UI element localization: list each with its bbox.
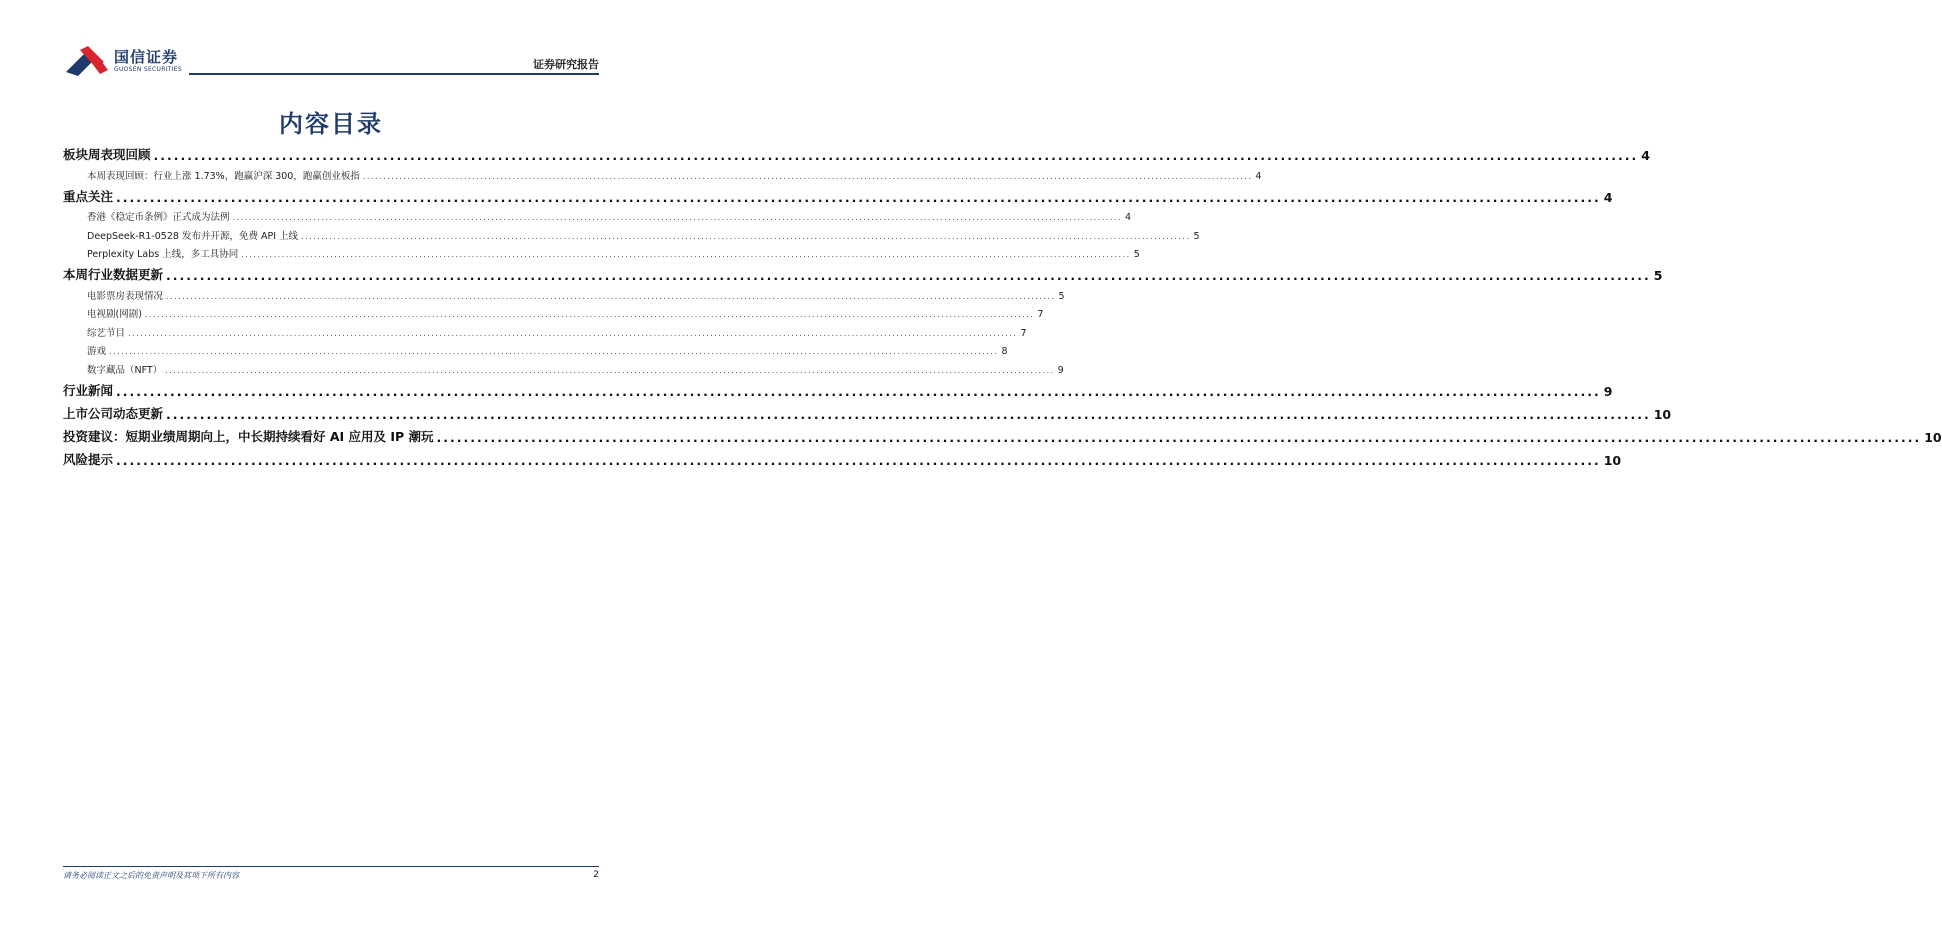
toc-leader-dots: ............................................................................................................................................................................................................................	[128, 328, 1018, 338]
toc-entry-page: 4	[1124, 212, 1132, 223]
toc-entry-label: 本周行业数据更新	[63, 267, 164, 282]
toc-leader-dots: ............................................................................................................................................................................................................................	[144, 310, 1035, 319]
toc-leader-dots: ............................................................................................................................................................................................................................	[116, 189, 1601, 205]
toc-entry-label: Perplexity Labs 上线，多工具协同	[87, 249, 239, 260]
logo-en-text: GUOSEN SECURITIES	[114, 65, 183, 73]
toc-entry-page: 10	[1603, 452, 1622, 468]
toc-leader-dots: ............................................................................................................................................................................................................................	[436, 429, 1922, 445]
toc-entry-label: 综艺节目	[87, 327, 126, 339]
table-of-contents	[63, 140, 1942, 468]
toc-leader-dots: ............................................................................................................................................................................................................................	[232, 213, 1122, 222]
toc-entry-page: 5	[1193, 230, 1200, 242]
toc-entry-label: 游戏	[87, 346, 107, 357]
toc-entry-section[interactable]	[63, 182, 1613, 205]
toc-entry-page: 10	[1924, 429, 1942, 445]
toc-entry-page: 5	[1653, 268, 1663, 283]
toc-entry-section[interactable]	[63, 445, 1622, 468]
footer-disclaimer: 请务必阅读正文之后的免责声明及其项下所有内容	[63, 871, 239, 880]
header-divider	[189, 73, 599, 75]
toc-leader-dots: ............................................................................................................................................................................................................................	[116, 383, 1601, 399]
toc-entry-label: 板块周表现回顾	[63, 147, 151, 162]
toc-entry-label: 风险提示	[63, 451, 114, 467]
toc-leader-dots: ............................................................................................................................................................................................................................	[165, 365, 1055, 375]
toc-entry-label: DeepSeek-R1-0528 发布并开源，免费 API 上线	[87, 230, 299, 242]
toc-entry-subsection[interactable]	[63, 302, 1044, 321]
toc-entry-page: 7	[1020, 327, 1027, 339]
toc-leader-dots: ............................................................................................................................................................................................................................	[153, 148, 1639, 163]
toc-entry-page: 10	[1653, 406, 1672, 422]
toc-leader-dots: ............................................................................................................................................................................................................................	[301, 231, 1191, 241]
toc-entry-label: 重点关注	[63, 188, 114, 204]
toc-leader-dots: ............................................................................................................................................................................................................................	[116, 452, 1601, 468]
page-header	[0, 0, 662, 80]
toc-leader-dots: ............................................................................................................................................................................................................................	[166, 291, 1056, 301]
toc-entry-page: 9	[1603, 383, 1613, 399]
toc-leader-dots: ............................................................................................................................................................................................................................	[109, 347, 999, 356]
toc-entry-label: 电视剧(网剧)	[87, 309, 142, 320]
toc-entry-label: 数字藏品（NFT）	[87, 364, 163, 376]
toc-entry-label: 本周表现回顾：行业上涨 1.73%，跑赢沪深 300，跑赢创业板指	[87, 170, 360, 182]
toc-entry-page: 4	[1641, 148, 1650, 163]
toc-entry-section[interactable]	[63, 422, 1942, 445]
footer-page-number: 2	[593, 870, 599, 880]
toc-entry-label: 行业新闻	[63, 382, 114, 398]
toc-entry-label: 投资建议：短期业绩周期向上，中长期持续看好 AI 应用及 IP 潮玩	[63, 428, 434, 444]
toc-leader-dots: ............................................................................................................................................................................................................................	[362, 171, 1253, 181]
toc-entry-section[interactable]	[63, 140, 1650, 163]
toc-entry-subsection[interactable]	[63, 339, 1008, 358]
toc-entry-page: 7	[1037, 309, 1044, 320]
logo-cn-text: 国信证券	[114, 47, 179, 66]
toc-leader-dots: ............................................................................................................................................................................................................................	[166, 268, 1651, 283]
toc-entry-subsection[interactable]	[63, 223, 1200, 242]
toc-entry-label: 电影票房表现情况	[87, 290, 164, 302]
toc-entry-subsection[interactable]	[63, 163, 1262, 182]
toc-leader-dots: ............................................................................................................................................................................................................................	[166, 406, 1651, 422]
toc-entry-label: 香港《稳定币条例》正式成为法例	[87, 212, 230, 223]
guosen-logo	[64, 46, 182, 76]
toc-entry-page: 4	[1603, 189, 1613, 205]
toc-entry-page: 4	[1255, 170, 1262, 182]
toc-entry-section[interactable]	[63, 376, 1613, 399]
toc-entry-subsection[interactable]	[63, 242, 1140, 261]
guosen-logo-icon	[64, 46, 108, 76]
toc-entry-page: 8	[1001, 346, 1008, 357]
toc-entry-label: 上市公司动态更新	[63, 405, 164, 421]
toc-entry-page: 9	[1057, 364, 1064, 376]
toc-entry-section[interactable]	[63, 399, 1672, 422]
toc-entry-page: 5	[1058, 290, 1065, 302]
toc-leader-dots: ............................................................................................................................................................................................................................	[241, 250, 1131, 259]
toc-entry-subsection[interactable]	[63, 320, 1027, 339]
toc-entry-subsection[interactable]	[63, 357, 1064, 376]
toc-entry-page: 5	[1133, 249, 1140, 260]
toc-entry-subsection[interactable]	[63, 283, 1065, 302]
footer-divider	[63, 866, 599, 867]
toc-entry-subsection[interactable]	[63, 205, 1132, 224]
toc-title: 内容目录	[279, 110, 383, 138]
toc-entry-section[interactable]	[63, 260, 1663, 283]
report-type-label: 证券研究报告	[533, 58, 599, 71]
